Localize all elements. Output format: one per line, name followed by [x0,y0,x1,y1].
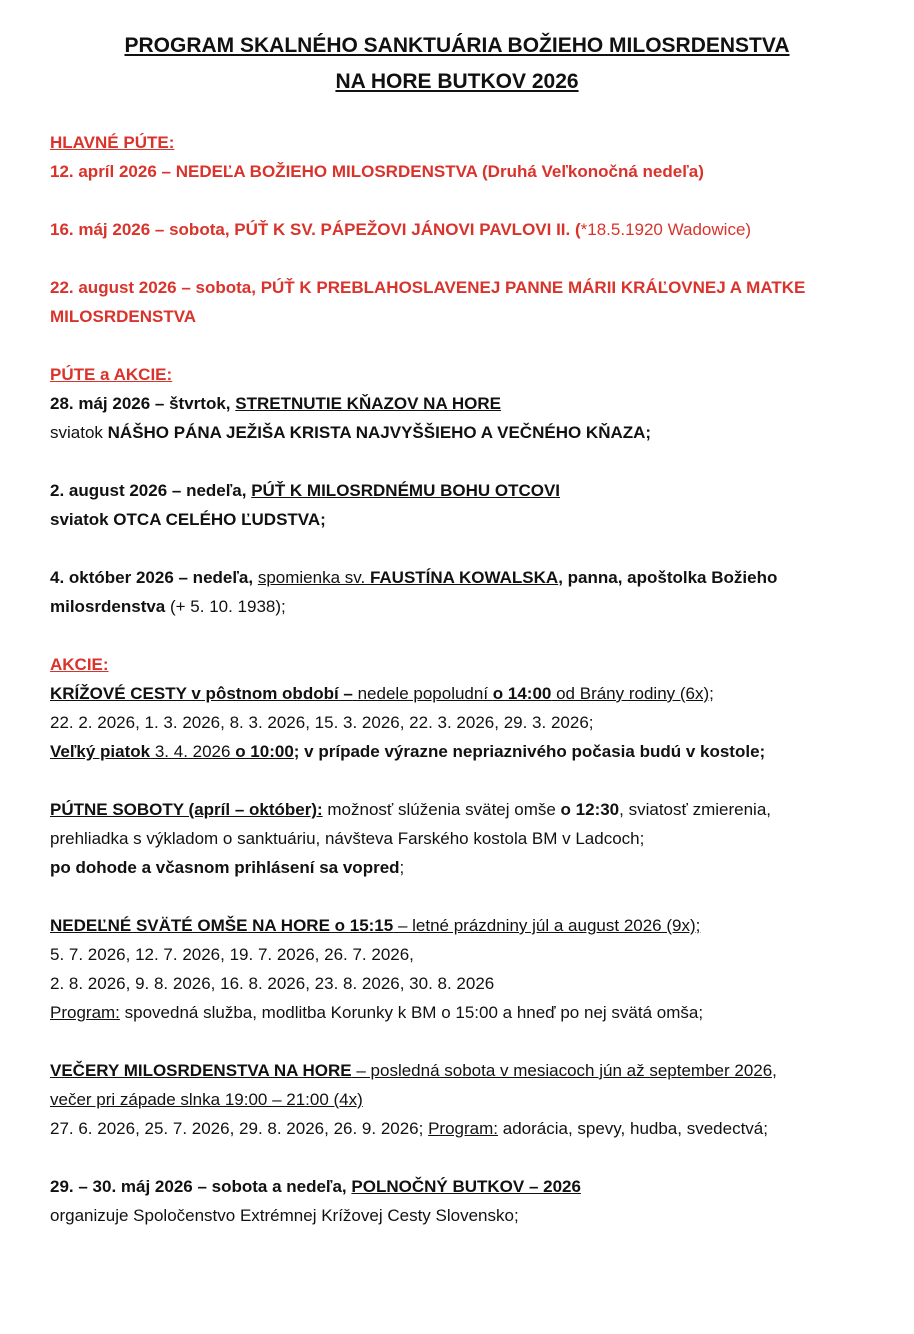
good-friday-line: Veľký piatok 3. 4. 2026 o 10:00; v prípade výrazne nepriaznivého počasia budú v kostole; [50,742,766,761]
pilgrimages-actions-heading: PÚTE a AKCIE: [50,365,173,384]
document-title [0,28,914,100]
pilgrim-saturdays-line: PÚTNE SOBOTY (apríl – október): možnosť slúženia svätej omše o 12:30, sviatosť zmierenia, [50,800,772,819]
mercy-evenings-line: VEČERY MILOSRDENSTVA NA HORE – posledná sobota v mesiacoch jún až september 2026, [50,1061,777,1080]
sunday-masses-dates-august: 2. 8. 2026, 9. 8. 2026, 16. 8. 2026, 23. 8. 2026, 30. 8. 2026 [50,974,495,993]
main-pilgrimage-item-2: 16. máj 2026 – sobota, PÚŤ K SV. PÁPEŽOVI JÁNOVI PAVLOVI II. (*18.5.1920 Wadowice) [50,220,752,239]
priests-meeting-feast: sviatok NÁŠHO PÁNA JEŽIŠA KRISTA NAJVYŠŠIEHO A VEČNÉHO KŇAZA; [50,423,652,442]
sunday-masses-program: Program: spovedná služba, modlitba Korunky k BM o 15:00 a hneď po nej svätá omša; [50,1003,704,1022]
main-pilgrimage-item-1: 12. apríl 2026 – NEDEĽA BOŽIEHO MILOSRDENSTVA (Druhá Veľkonočná nedeľa) [50,162,704,181]
title-line-2: NA HORE BUTKOV 2026 [335,70,579,93]
pilgrim-saturdays-booking: po dohode a včasnom prihlásení sa vopred; [50,858,405,877]
faustina-memorial: 4. október 2026 – nedeľa, spomienka sv. FAUSTÍNA KOWALSKA, panna, apoštolka Božieho milosrdenstva (+ 5. 10. 1938); [50,568,778,616]
god-father-feast: sviatok OTCA CELÉHO ĽUDSTVA; [50,510,326,529]
mercy-evenings-time: večer pri západe slnka 19:00 – 21:00 (4x) [50,1090,363,1109]
stations-of-cross-dates: 22. 2. 2026, 1. 3. 2026, 8. 3. 2026, 15. 3. 2026, 22. 3. 2026, 29. 3. 2026; [50,713,594,732]
document-page [50,28,880,1230]
sunday-masses-line: NEDEĽNÉ SVÄTÉ OMŠE NA HORE o 15:15 – letné prázdniny júl a august 2026 (9x); [50,916,701,935]
pilgrim-saturdays-tour: prehliadka s výkladom o sanktuáriu, návšteva Farského kostola BM v Ladcoch; [50,829,645,848]
main-pilgrimages-section [50,128,880,331]
actions-section [50,650,880,1230]
midnight-butkov-organizer: organizuje Spoločenstvo Extrémnej Krížovej Cesty Slovensko; [50,1206,519,1225]
stations-of-cross-line: KRÍŽOVÉ CESTY v pôstnom období – nedele popoludní o 14:00 od Brány rodiny (6x); [50,684,714,703]
main-pilgrimage-item-3: 22. august 2026 – sobota, PÚŤ K PREBLAHOSLAVENEJ PANNE MÁRII KRÁĽOVNEJ A MATKE MILOSRDENSTVA [50,278,806,326]
midnight-butkov-line: 29. – 30. máj 2026 – sobota a nedeľa, POLNOČNÝ BUTKOV – 2026 [50,1177,581,1196]
god-father-pilgrimage-line: 2. august 2026 – nedeľa, PÚŤ K MILOSRDNÉMU BOHU OTCOVI [50,481,561,500]
title-line-1: PROGRAM SKALNÉHO SANKTUÁRIA BOŽIEHO MILOSRDENSTVA [124,34,790,57]
sunday-masses-dates-july: 5. 7. 2026, 12. 7. 2026, 19. 7. 2026, 26. 7. 2026, [50,945,414,964]
actions-heading: AKCIE: [50,655,109,674]
mercy-evenings-dates: 27. 6. 2026, 25. 7. 2026, 29. 8. 2026, 26. 9. 2026; Program: adorácia, spevy, hudba, svedectvá; [50,1119,768,1138]
main-pilgrimages-heading: HLAVNÉ PÚTE: [50,133,175,152]
priests-meeting-line: 28. máj 2026 – štvrtok, STRETNUTIE KŇAZOV NA HORE [50,394,501,413]
pilgrimages-actions-section [50,360,880,621]
